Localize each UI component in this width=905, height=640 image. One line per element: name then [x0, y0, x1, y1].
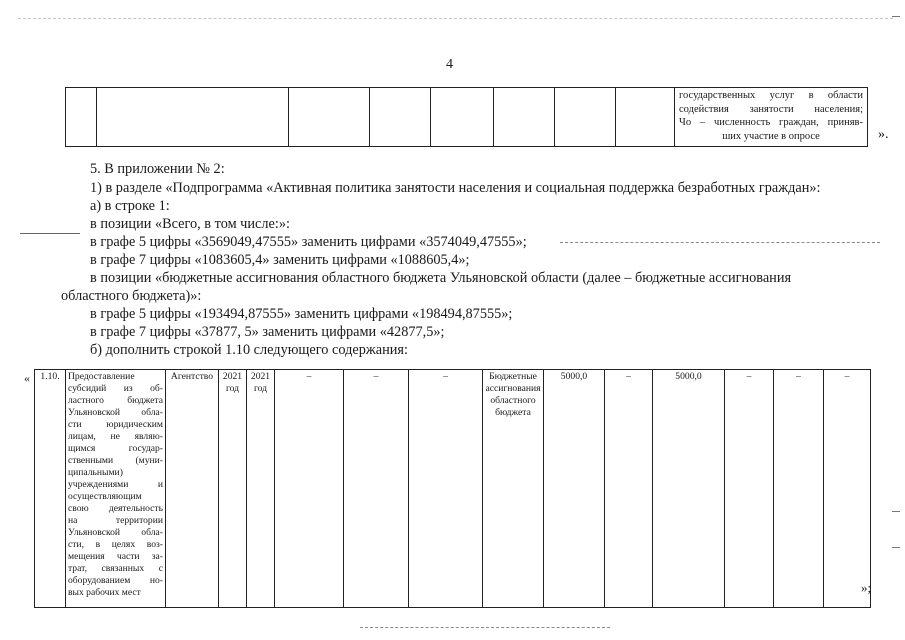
- scan-artifact: [892, 16, 900, 17]
- top-table-fragment: [65, 87, 868, 147]
- description-line: ших участие в опросе: [722, 130, 820, 142]
- table-row: [66, 88, 868, 147]
- description-line: сти юридическим: [68, 419, 163, 430]
- description-line: субсидий из об-: [68, 383, 163, 394]
- new-row-table: [34, 369, 871, 608]
- measure-description-cell: [66, 370, 166, 608]
- table-cell: [66, 88, 97, 147]
- scan-artifact: [360, 627, 610, 629]
- description-line: государственных услуг в области: [679, 90, 863, 101]
- description-line: содействия занятости населения;: [679, 103, 863, 115]
- description-line: Чо – численность граждан, приняв-: [679, 117, 863, 128]
- table-cell: [97, 88, 289, 147]
- value-cell: –: [409, 370, 483, 608]
- scan-artifact: [892, 511, 900, 512]
- table-cell: [555, 88, 616, 147]
- description-line: ственными (муни-: [68, 455, 163, 466]
- instruction-paragraph: в графе 5 цифры «193494,87555» заменить цифрами «198494,87555»;: [90, 306, 513, 322]
- description-line: осуществляющим: [68, 491, 142, 502]
- description-line: ластного бюджета: [68, 395, 163, 406]
- instruction-paragraph: областного бюджета)»:: [61, 288, 202, 304]
- instruction-paragraph: в позиции «Всего, в том числе:»:: [90, 216, 290, 232]
- scan-artifact: [18, 18, 893, 20]
- table-cell: [289, 88, 370, 147]
- total-cell: 5000,0: [544, 370, 605, 608]
- description-line: Предоставление: [68, 371, 135, 382]
- instruction-paragraph: а) в строке 1:: [90, 198, 170, 214]
- table-cell: [370, 88, 431, 147]
- value-cell: –: [344, 370, 409, 608]
- year-value-cell: –: [824, 370, 871, 608]
- opening-quote: «: [24, 371, 30, 385]
- description-line: учреждениями и: [68, 479, 163, 490]
- description-line: ципальными): [68, 467, 123, 478]
- scan-artifact: [20, 233, 80, 234]
- instruction-paragraph: в графе 7 цифры «1083605,4» заменить цифрами «1088605,4»;: [90, 252, 470, 268]
- year-value-cell: –: [605, 370, 653, 608]
- executor-cell: Агентство: [166, 370, 219, 608]
- page-number: 4: [446, 57, 453, 72]
- row-number-cell: 1.10.: [35, 370, 66, 608]
- scan-artifact: [560, 242, 880, 244]
- table-cell: [616, 88, 675, 147]
- table-cell: [494, 88, 555, 147]
- description-line: вых рабочих мест: [68, 587, 141, 598]
- description-line: сти, в целях воз-: [68, 539, 163, 550]
- year-value-cell: –: [725, 370, 774, 608]
- year-value-cell: 5000,0: [653, 370, 725, 608]
- instruction-paragraph: в позиции «бюджетные ассигнования областного бюджета Ульяновской области (далее – бюджетные ассигнования: [90, 270, 792, 286]
- value-cell: –: [275, 370, 344, 608]
- description-line: Ульяновской обла-: [68, 527, 163, 538]
- closing-quote: »;: [861, 580, 872, 595]
- funding-source-cell: Бюджетные ассигнования областного бюджета: [483, 370, 544, 608]
- description-line: щимся государ-: [68, 443, 163, 454]
- instruction-paragraph: б) дополнить строкой 1.10 следующего содержания:: [90, 342, 408, 358]
- description-line: на территории: [68, 515, 163, 526]
- description-line: трат, связанных с: [68, 563, 163, 574]
- description-line: свою деятельность: [68, 503, 163, 514]
- description-line: мещения части за-: [68, 551, 163, 562]
- indicator-description-cell: [675, 88, 868, 147]
- table-cell: [431, 88, 494, 147]
- end-year-cell: 2021 год: [247, 370, 275, 608]
- description-line: Ульяновской обла-: [68, 407, 163, 418]
- description-line: лицам, не являю-: [68, 431, 163, 442]
- instruction-paragraph: 1) в разделе «Подпрограмма «Активная политика занятости населения и социальная поддержка безработных граждан»:: [90, 180, 821, 196]
- instruction-paragraph: в графе 7 цифры «37877, 5» заменить цифрами «42877,5»;: [90, 324, 445, 340]
- table-row: [35, 370, 871, 608]
- year-value-cell: –: [774, 370, 824, 608]
- scan-artifact: [892, 547, 900, 548]
- instruction-paragraph: в графе 5 цифры «3569049,47555» заменить цифрами «3574049,47555»;: [90, 234, 527, 250]
- description-line: оборудованием но-: [68, 575, 163, 586]
- instruction-paragraph: 5. В приложении № 2:: [90, 161, 225, 177]
- closing-quote: ».: [878, 127, 889, 142]
- start-year-cell: 2021 год: [219, 370, 247, 608]
